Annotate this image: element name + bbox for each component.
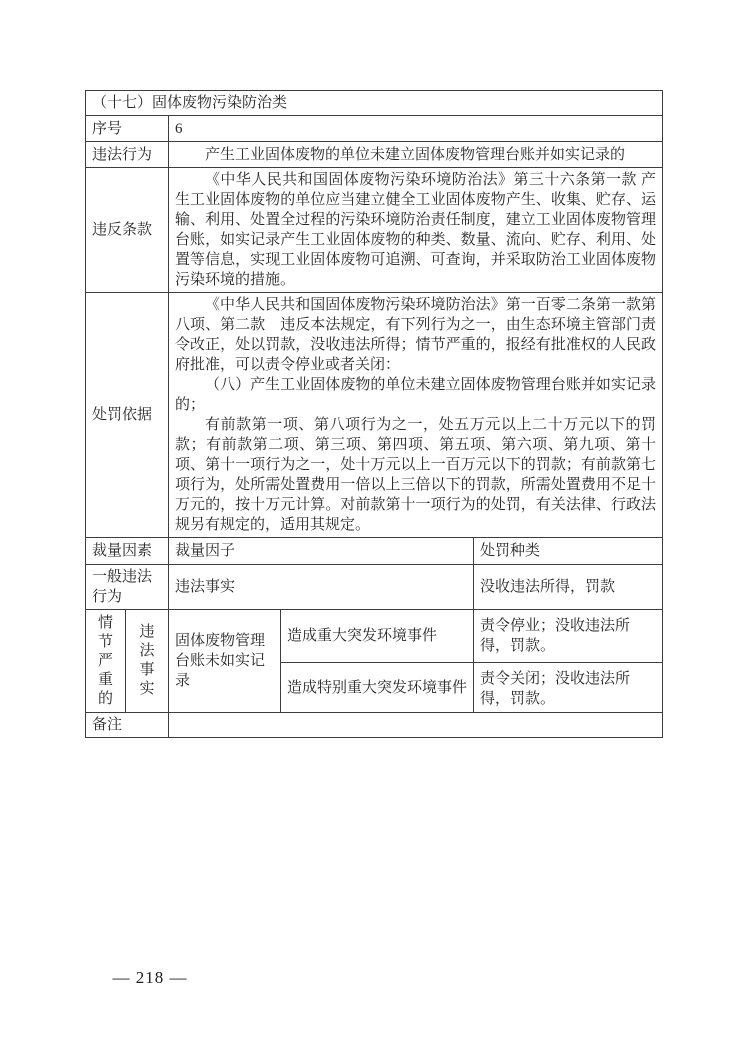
serial-value: 6 bbox=[169, 116, 663, 142]
serious-case-2-situation: 造成特别重大突发环境事件 bbox=[287, 679, 468, 696]
penalty-type-header: 处罚种类 bbox=[474, 538, 663, 565]
discretion-factor-header: 裁量因子 bbox=[169, 538, 474, 565]
regulation-table bbox=[85, 90, 663, 738]
serious-case-1-situation: 造成重大突发环境事件 bbox=[287, 628, 438, 644]
remarks-value bbox=[169, 713, 663, 738]
page-number: — 218 — bbox=[112, 968, 188, 987]
penalty-basis-paragraph-1: 《中华人民共和国固体废物污染环境防治法》第一百零二条第一款第八项、第二款 违反本法规定，有下列行为之一，由生态环境主管部门责令改正，处以罚款，没收违法所得；情节严重的，报经有批准权的人民政府批准，可以责令停业或者关闭： bbox=[175, 297, 657, 373]
discretion-factor-section-label: 裁量因素 bbox=[86, 538, 169, 565]
violated-clause-label: 违反条款 bbox=[86, 168, 169, 293]
serious-case-2-penalty: 责令关闭；没收违法所得，罚款。 bbox=[480, 671, 631, 707]
general-violation-label: 一般违法行为 bbox=[92, 569, 153, 605]
serious-violation-fact-label: 违法事实 bbox=[139, 624, 155, 697]
remarks-label: 备注 bbox=[86, 713, 169, 738]
serious-case-1-penalty: 责令停业；没收违法所得，罚款。 bbox=[480, 618, 631, 654]
violation-value: 产生工业固体废物的单位未建立固体废物管理台账并如实记录的 bbox=[205, 146, 626, 163]
serious-violation-factor: 固体废物管理台账未如实记录 bbox=[175, 633, 266, 689]
violation-label: 违法行为 bbox=[86, 142, 169, 168]
penalty-basis-label: 处罚依据 bbox=[86, 293, 169, 538]
general-violation-penalty: 没收违法所得，罚款 bbox=[474, 565, 663, 610]
penalty-basis-paragraph-3: 有前款第一项、第八项行为之一，处五万元以上二十万元以下的罚款；有前款第二项、第三项、第四项、第五项、第六项、第九项、第十项、第十一项行为之一，处十万元以上一百万元以下的罚款；有前款第七项行为，处所需处置费用一倍以上三倍以下的罚款，所需处置费用不足十万元的，按十万元计算。对前款第十一项行为的处罚，有关法律、行政法规另有规定的，适用其规定。 bbox=[175, 417, 657, 533]
general-violation-fact: 违法事实 bbox=[169, 565, 474, 610]
penalty-basis-paragraph-2: （八）产生工业固体废物的单位未建立固体废物管理台账并如实记录的； bbox=[175, 377, 657, 413]
serious-violation-label: 情节严重的 bbox=[98, 614, 114, 707]
category-header: （十七）固体废物污染防治类 bbox=[86, 91, 663, 116]
serial-label: 序号 bbox=[86, 116, 169, 142]
violated-clause-text: 《中华人民共和国固体废物污染环境防治法》第三十六条第一款 产生工业固体废物的单位应当建立健全工业固体废物产生、收集、贮存、运输、利用、处置全过程的污染环境防治责任制度，建立工业固体废物管理台账，如实记录产生工业固体废物的种类、数量、流向、贮存、利用、处置等信息，实现工业固体废物可追溯、可查询，并采取防治工业固体废物污染环境的措施。 bbox=[175, 172, 657, 288]
